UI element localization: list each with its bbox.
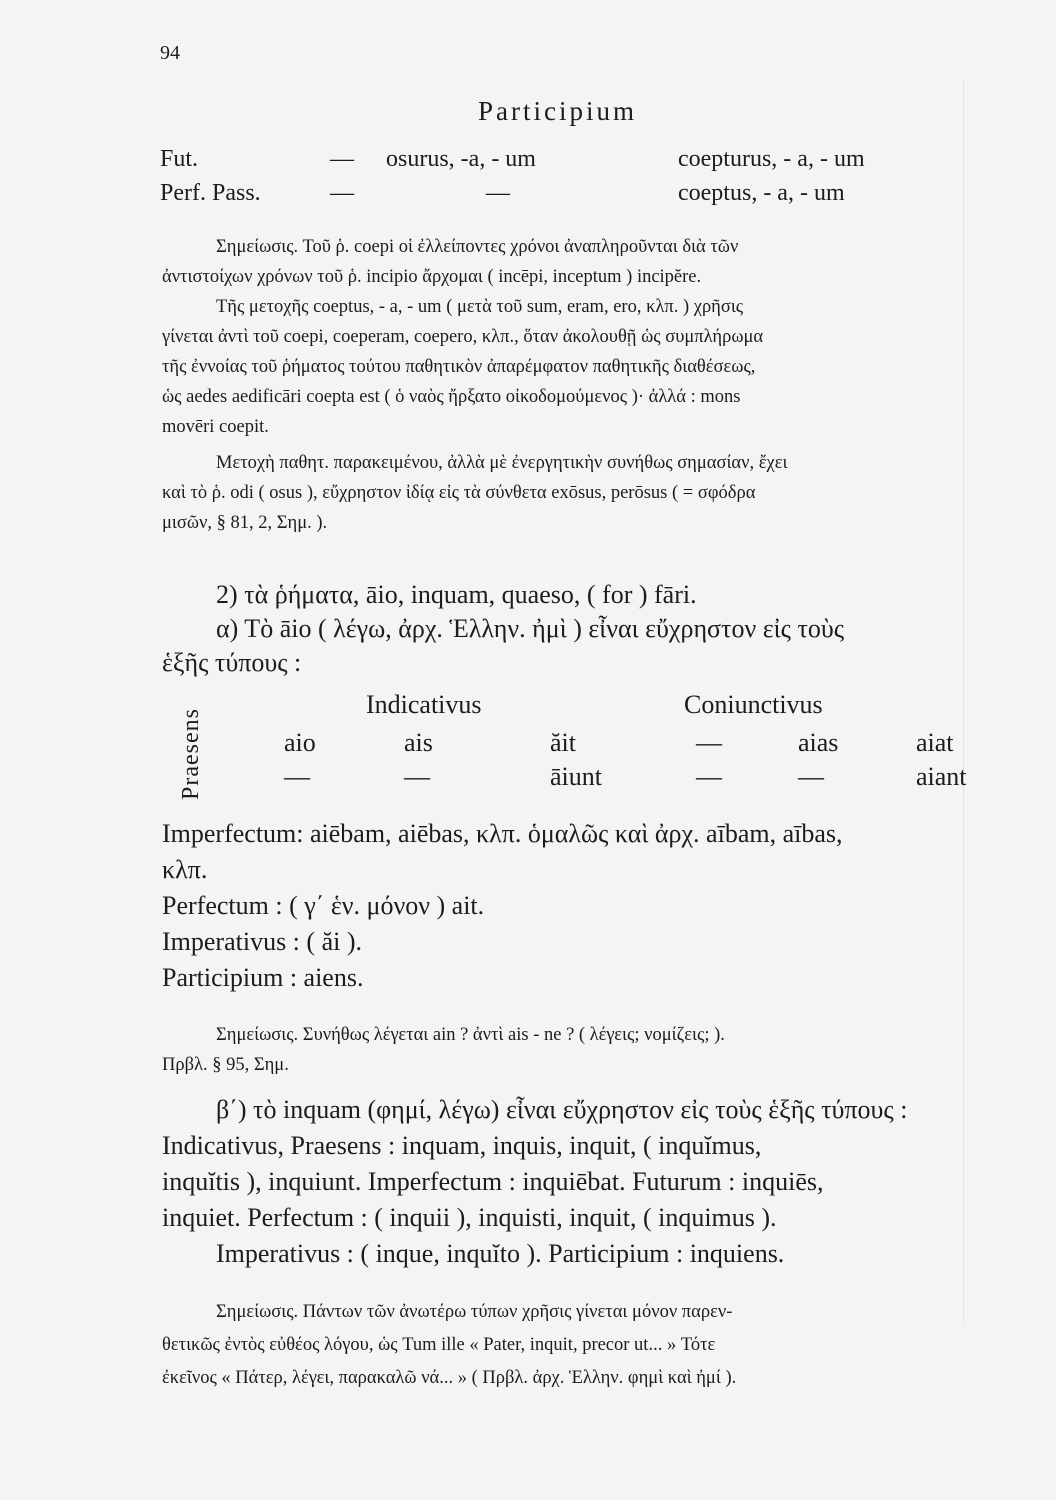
note-line: movēri coepit.: [162, 417, 269, 437]
page-number: 94: [160, 42, 180, 64]
note-line: θετικῶς ἐντὸς εὐθέος λόγου, ὡς Tum ille « Pater, inquit, precor ut... » Τότε: [162, 1335, 716, 1355]
fut-form-coepturus: coepturus, - a, - um: [678, 146, 865, 172]
note-line: Σημείωσις. Συνήθως λέγεται ain ? ἀντὶ ais - ne ? ( λέγεις; νομίζεις; ).: [216, 1025, 725, 1045]
section-line: α) Τὸ āio ( λέγω, ἀρχ. Ἑλλην. ἠμὶ ) εἶναι εὔχρηστον εἰς τοὺς: [216, 614, 845, 643]
perf-dash-2: —: [486, 180, 510, 206]
table-cell: —: [798, 762, 824, 791]
note-line: Σημείωσις. Πάντων τῶν ἀνωτέρω τύπων χρῆσις γίνεται μόνον παρεν-: [216, 1302, 733, 1322]
section-line: ἑξῆς τύπους :: [162, 648, 302, 677]
form-participium: Participium : aiens.: [162, 963, 364, 992]
table-cell: aio: [284, 728, 316, 757]
inquam-line: inquĭtis ), inquiunt. Imperfectum : inquiēbat. Futurum : inquiēs,: [162, 1167, 824, 1196]
table-cell: —: [404, 762, 430, 791]
note-line: μισῶν, § 81, 2, Σημ. ).: [162, 513, 328, 533]
perf-form-coeptus: coeptus, - a, - um: [678, 180, 845, 206]
table-cell: ăit: [550, 728, 576, 757]
note-coepi: [162, 232, 1022, 442]
form-imperfectum-cont: κλπ.: [162, 855, 208, 884]
note-line: Τῆς μετοχῆς coeptus, - a, - um ( μετὰ τοῦ sum, eram, ero, κλπ. ) χρῆσις: [216, 297, 744, 317]
note-line: Σημείωσις. Τοῦ ῥ. coepi οἱ ἐλλείποντες χρόνοι ἀναπληροῦνται διὰ τῶν: [216, 237, 739, 257]
perf-label: Perf. Pass.: [160, 180, 261, 206]
table-cell: —: [284, 762, 310, 791]
inquam-line: β΄) τὸ inquam (φημί, λέγω) εἶναι εὔχρηστον εἰς τοὺς ἑξῆς τύπους :: [216, 1095, 908, 1124]
table-cell: aiat: [916, 728, 954, 757]
table-cell: —: [696, 728, 722, 757]
fut-label: Fut.: [160, 146, 199, 172]
fut-form-osurus: osurus, -a, - um: [386, 146, 536, 172]
table-cell: ais: [404, 728, 433, 757]
inquam-section: [162, 1092, 1022, 1272]
note-line: ἀντιστοίχων χρόνων τοῦ ῥ. incipio ἄρχομαι ( incēpi, inceptum ) incipĕre.: [162, 267, 702, 287]
praesens-side-label: Praesens: [178, 708, 204, 800]
note-line: τῆς ἐννοίας τοῦ ῥήματος τούτου παθητικὸν ἀπαρέμφατον παθητικῆς διαθέσεως,: [162, 357, 756, 377]
table-cell: āiunt: [550, 762, 602, 791]
note-line: ὡς aedes aedificāri coepta est ( ὁ ναὸς ἤρξατο οἰκοδομούμενος )· ἀλλά : mons: [162, 387, 741, 407]
note-line: καὶ τὸ ῥ. odi ( osus ), εὔχρηστον ἰδίᾳ εἰς τὰ σύνθετα exōsus, perōsus ( = σφόδρα: [162, 483, 756, 503]
note-usage: [162, 1296, 1022, 1395]
inquam-line: Imperativus : ( inque, inquĭto ). Participium : inquiens.: [216, 1239, 785, 1268]
section-aio-inquam: [162, 578, 1022, 680]
inquam-line: Indicativus, Praesens : inquam, inquis, inquit, ( inquĭmus,: [162, 1131, 762, 1160]
note-ain: [162, 1020, 1022, 1080]
table-cell: aias: [798, 728, 839, 757]
perf-dash-1: —: [330, 180, 354, 206]
header-indicativus: Indicativus: [366, 690, 482, 719]
note-line: ἐκεῖνος « Πάτερ, λέγει, παρακαλῶ νά... » ( Πρβλ. ἀρχ. Ἑλλην. φημὶ καὶ ἠμί ).: [162, 1368, 737, 1388]
section-title: Participium: [478, 96, 637, 126]
fut-dash: —: [330, 146, 354, 172]
section-line: 2) τὰ ῥήματα, āio, inquam, quaeso, ( for ) fāri.: [216, 580, 697, 609]
form-imperativus: Imperativus : ( ăi ).: [162, 927, 362, 956]
note-line: Μετοχὴ παθητ. παρακειμένου, ἀλλὰ μὲ ἐνεργητικὴν συνήθως σημασίαν, ἔχει: [216, 453, 788, 473]
form-imperfectum: Imperfectum: aiēbam, aiēbas, κλπ. ὁμαλῶς καὶ ἀρχ. aībam, aības,: [162, 819, 843, 848]
header-coniunctivus: Coniunctivus: [684, 690, 823, 719]
aio-forms: [162, 816, 1022, 996]
note-line: γίνεται ἀντὶ τοῦ coepi, coeperam, coepero, κλπ., ὅταν ἀκολουθῇ ὡς συμπλήρωμα: [162, 327, 764, 347]
table-cell: —: [696, 762, 722, 791]
form-perfectum: Perfectum : ( γ΄ ἑν. μόνον ) ait.: [162, 891, 485, 920]
inquam-line: inquiet. Perfectum : ( inquii ), inquisti, inquit, ( inquimus ).: [162, 1203, 777, 1232]
note-line: Πρβλ. § 95, Σημ.: [162, 1055, 289, 1075]
note-odi: [162, 448, 1022, 538]
table-cell: aiant: [916, 762, 967, 791]
